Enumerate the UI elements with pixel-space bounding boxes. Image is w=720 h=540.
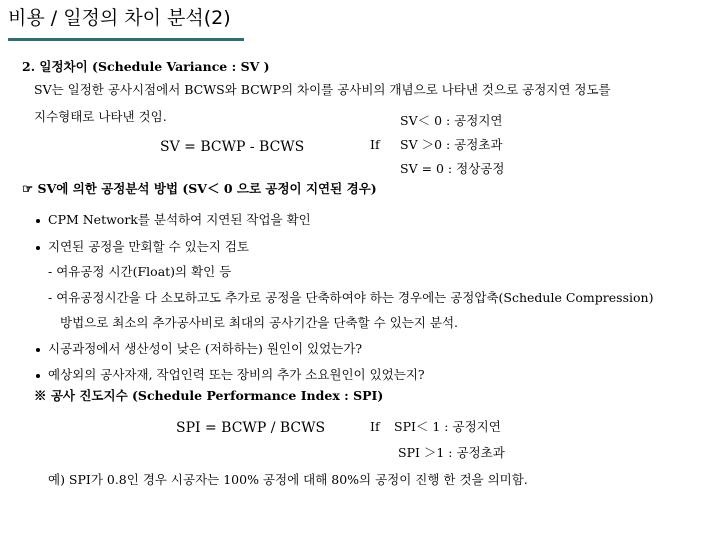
spi-condition-delay: SPI＜ 1 : 공정지연 — [394, 419, 501, 434]
sub-item-compression: - 여유공정시간을 다 소모하고도 추가로 공정을 단축하여야 하는 경우에는 공정압축(Schedule Compression) — [48, 290, 654, 305]
sv-heading: 2. 일정차이 (Schedule Variance : SV ) — [22, 59, 270, 74]
sub-item-compression-cont: 방법으로 최소의 추가공사비로 최대의 공사기간을 단축할 수 있는지 분석. — [60, 315, 459, 330]
sv-if-label: If — [370, 137, 380, 152]
method-item-review: 지연된 공정을 만회할 수 있는지 검토 — [48, 239, 249, 254]
sv-formula: SV = BCWP - BCWS — [160, 139, 305, 155]
page-title: 비용 / 일정의 차이 분석(2) — [8, 7, 231, 29]
example-note: 예) SPI가 0.8인 경우 시공자는 100% 공정에 대해 80%의 공정이 진행 한 것을 의미함. — [48, 472, 528, 487]
method-item-cpm: CPM Network를 분석하여 지연된 작업을 확인 — [48, 212, 311, 227]
title-underline — [8, 38, 244, 41]
method-heading: ☞ SV에 의한 공정분석 방법 (SV＜ 0 으로 공정이 지연된 경우) — [22, 181, 377, 196]
bullet-dot — [36, 246, 40, 250]
sv-condition-delay: SV＜ 0 : 공정지연 — [400, 113, 503, 128]
sv-description-line-2: 지수형태로 나타낸 것임. — [34, 109, 167, 124]
bullet-dot — [36, 374, 40, 378]
cause-item-productivity: 시공과정에서 생산성이 낮은 (저하하는) 원인이 있었는가? — [48, 341, 363, 356]
bullet-dot — [36, 348, 40, 352]
sv-description-line-1: SV는 일정한 공사시점에서 BCWS와 BCWP의 차이를 공사비의 개념으로 나타낸 것으로 공정지연 정도를 — [34, 82, 611, 97]
bullet-dot — [36, 219, 40, 223]
sv-condition-ahead: SV ＞0 : 공정초과 — [400, 137, 503, 152]
spi-formula: SPI = BCWP / BCWS — [176, 420, 326, 436]
cause-item-resources: 예상외의 공사자재, 작업인력 또는 장비의 추가 소요원인이 있었는지? — [48, 367, 425, 382]
sub-item-float: - 여유공정 시간(Float)의 확인 등 — [48, 264, 232, 279]
spi-heading: ※ 공사 진도지수 (Schedule Performance Index : SPI) — [34, 388, 384, 403]
sv-condition-normal: SV = 0 : 정상공정 — [400, 161, 505, 176]
spi-if-label: If — [370, 419, 380, 434]
spi-condition-ahead: SPI ＞1 : 공정초과 — [398, 445, 505, 460]
